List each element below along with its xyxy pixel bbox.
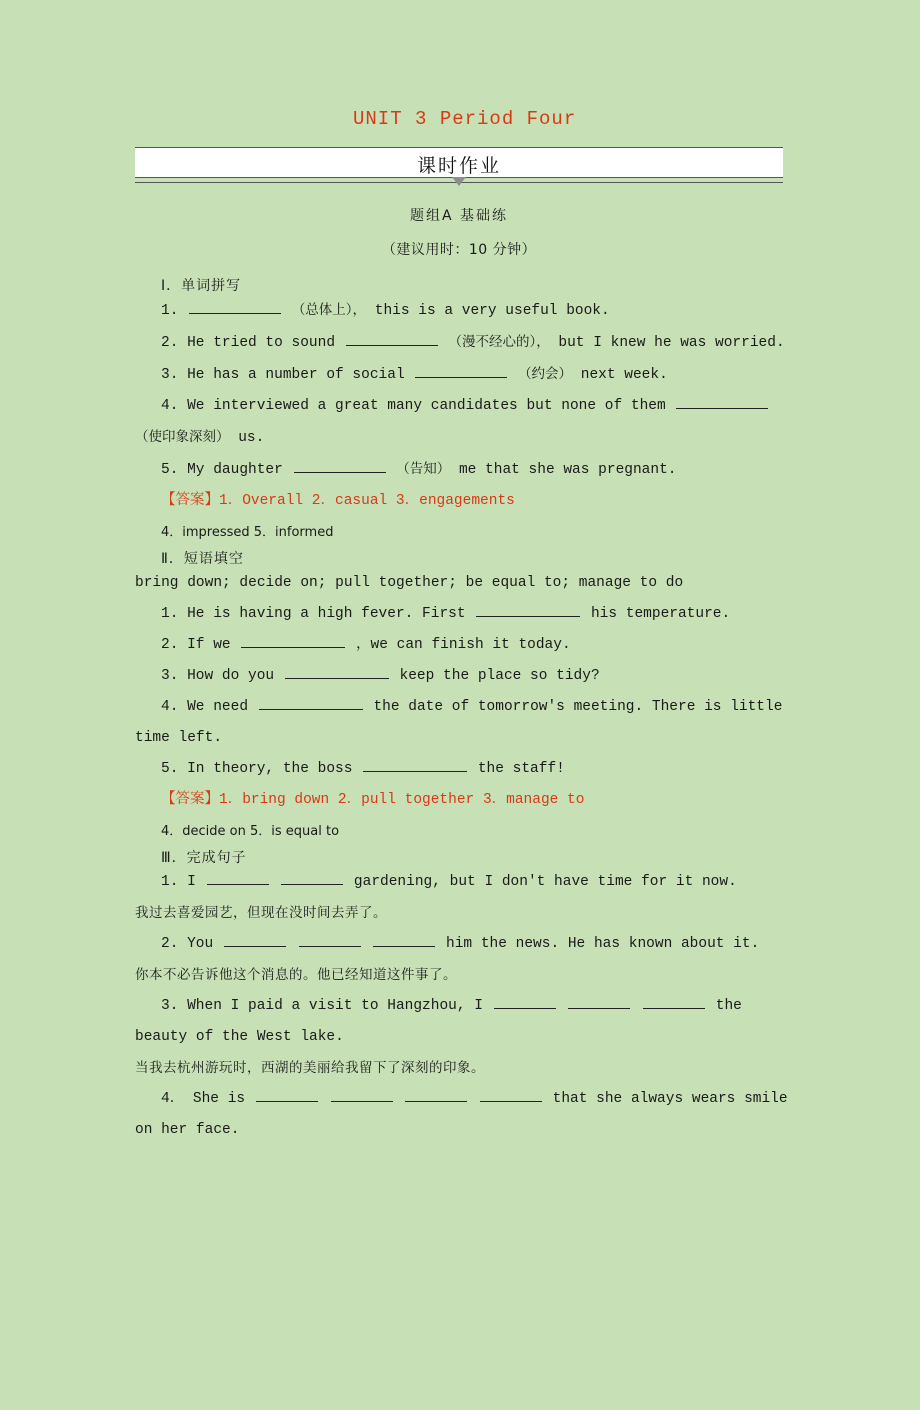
answer-line: 4．impressed 5．informed [161, 525, 334, 540]
exercise-item [135, 754, 800, 785]
answer-blank[interactable] [415, 377, 507, 378]
exercise-item [135, 454, 800, 486]
item-number: 1. [161, 606, 179, 622]
exercise-item [135, 599, 800, 630]
exercise-item [135, 867, 800, 898]
section-heading-1: Ⅰ．单词拼写 [161, 278, 242, 294]
group-label: 题组A 基础练 [409, 208, 509, 224]
exercise-item [135, 391, 800, 454]
translation-line: 当我去杭州游玩时，西湖的美丽给我留下了深刻的印象。 [135, 1060, 485, 1076]
item-text: He tried to sound [187, 335, 336, 351]
item-text: but I knew he was worried. [558, 335, 785, 351]
item-text: him the news. He has known about it. [446, 936, 760, 952]
item-number: 3. [161, 367, 179, 383]
answer-blank[interactable] [294, 472, 386, 473]
item-text: me that she was pregnant. [458, 462, 677, 478]
item-number: 4. [161, 699, 179, 715]
answer-blank[interactable] [476, 616, 580, 617]
translation-line: 我过去喜爱园艺，但现在没时间去弄了。 [135, 905, 387, 921]
item-text: How do you [187, 668, 275, 684]
item-hint: （约会） [518, 366, 573, 382]
answer-blank[interactable] [256, 1101, 318, 1102]
item-text: When I paid a visit to Hangzhou, I [187, 998, 483, 1014]
exercise-item [135, 295, 800, 327]
item-text: If we [187, 637, 231, 653]
item-number: 3. [161, 998, 179, 1014]
answer-blank[interactable] [331, 1101, 393, 1102]
item-text: ，we can finish it today. [356, 637, 571, 653]
item-text: keep the place so tidy? [399, 668, 600, 684]
document-page [0, 108, 920, 1410]
section-heading-3: Ⅲ．完成句子 [161, 850, 247, 866]
item-number: 1. [161, 303, 179, 319]
item-text: that she always wears smile on her face. [135, 1091, 788, 1138]
caret-down-icon [452, 177, 466, 186]
answer-blank[interactable] [285, 678, 389, 679]
item-text: We interviewed a great many candidates but none of them [187, 398, 666, 414]
item-hint: （告知） [396, 461, 451, 477]
item-text: gardening, but I don't have time for it now. [353, 874, 737, 890]
answer-line: 【答案】1．bring down 2．pull together 3．manage to [161, 792, 585, 808]
item-text: his temperature. [590, 606, 731, 622]
exercise-item [135, 630, 800, 661]
section-heading-2: Ⅱ．短语填空 [161, 551, 244, 567]
item-number: 4． [161, 1091, 185, 1107]
page-title: UNIT 3 Period Four [353, 108, 577, 130]
suggested-time: （建议用时：10 分钟） [381, 242, 537, 258]
item-hint: （总体上）， [291, 302, 367, 318]
answer-blank[interactable] [568, 1008, 630, 1009]
item-text: He is having a high fever. First [187, 606, 466, 622]
item-number: 1. [161, 874, 179, 890]
item-hint: （使印象深刻） [135, 429, 230, 445]
answer-blank[interactable] [480, 1101, 542, 1102]
item-text: the date of tomorrow's meeting. There is little time left. [135, 699, 783, 746]
phrase-bank: bring down; decide on; pull together; be equal to; manage to do [135, 575, 684, 591]
exercise-item [135, 929, 800, 960]
answer-blank[interactable] [643, 1008, 705, 1009]
answer-blank[interactable] [346, 345, 438, 346]
item-text: He has a number of social [187, 367, 405, 383]
item-text: We need [187, 699, 249, 715]
item-text: My daughter [187, 462, 283, 478]
answer-blank[interactable] [189, 313, 281, 314]
answer-blank[interactable] [299, 946, 361, 947]
answer-blank[interactable] [405, 1101, 467, 1102]
item-number: 3. [161, 668, 179, 684]
answer-blank[interactable] [373, 946, 435, 947]
item-text: You [187, 936, 214, 952]
answer-blank[interactable] [224, 946, 286, 947]
answer-blank[interactable] [676, 408, 768, 409]
answer-blank[interactable] [363, 771, 467, 772]
item-text: the beauty of the West lake. [135, 998, 742, 1045]
exercise-item [135, 359, 800, 391]
item-number: 5. [161, 761, 179, 777]
exercise-item [135, 327, 800, 359]
item-text: In theory, the boss [187, 761, 353, 777]
assignment-banner-label: 课时作业 [416, 155, 501, 177]
item-text: I [187, 874, 196, 890]
answer-line: 【答案】1．Overall 2．casual 3．engagements [161, 493, 515, 509]
exercise-item [135, 661, 800, 692]
item-number: 2. [161, 335, 179, 351]
answer-blank[interactable] [207, 884, 269, 885]
answer-blank[interactable] [241, 647, 345, 648]
item-number: 2. [161, 637, 179, 653]
answer-line: 4．decide on 5．is equal to [161, 824, 340, 839]
item-number: 2. [161, 936, 179, 952]
item-text: She is [192, 1091, 246, 1107]
exercise-item [135, 692, 800, 754]
item-text: next week. [580, 367, 668, 383]
item-text: the staff! [477, 761, 565, 777]
answer-blank[interactable] [281, 884, 343, 885]
item-number: 5. [161, 462, 179, 478]
item-text: this is a very useful book. [374, 303, 610, 319]
translation-line: 你本不必告诉他这个消息的。他已经知道这件事了。 [135, 967, 457, 983]
assignment-banner [135, 147, 783, 178]
item-text: us. [238, 430, 265, 446]
answer-blank[interactable] [259, 709, 363, 710]
item-number: 4. [161, 398, 179, 414]
answer-blank[interactable] [494, 1008, 556, 1009]
exercise-item [135, 1084, 800, 1146]
exercise-item [135, 991, 800, 1053]
item-hint: （漫不经心的）， [448, 334, 550, 350]
